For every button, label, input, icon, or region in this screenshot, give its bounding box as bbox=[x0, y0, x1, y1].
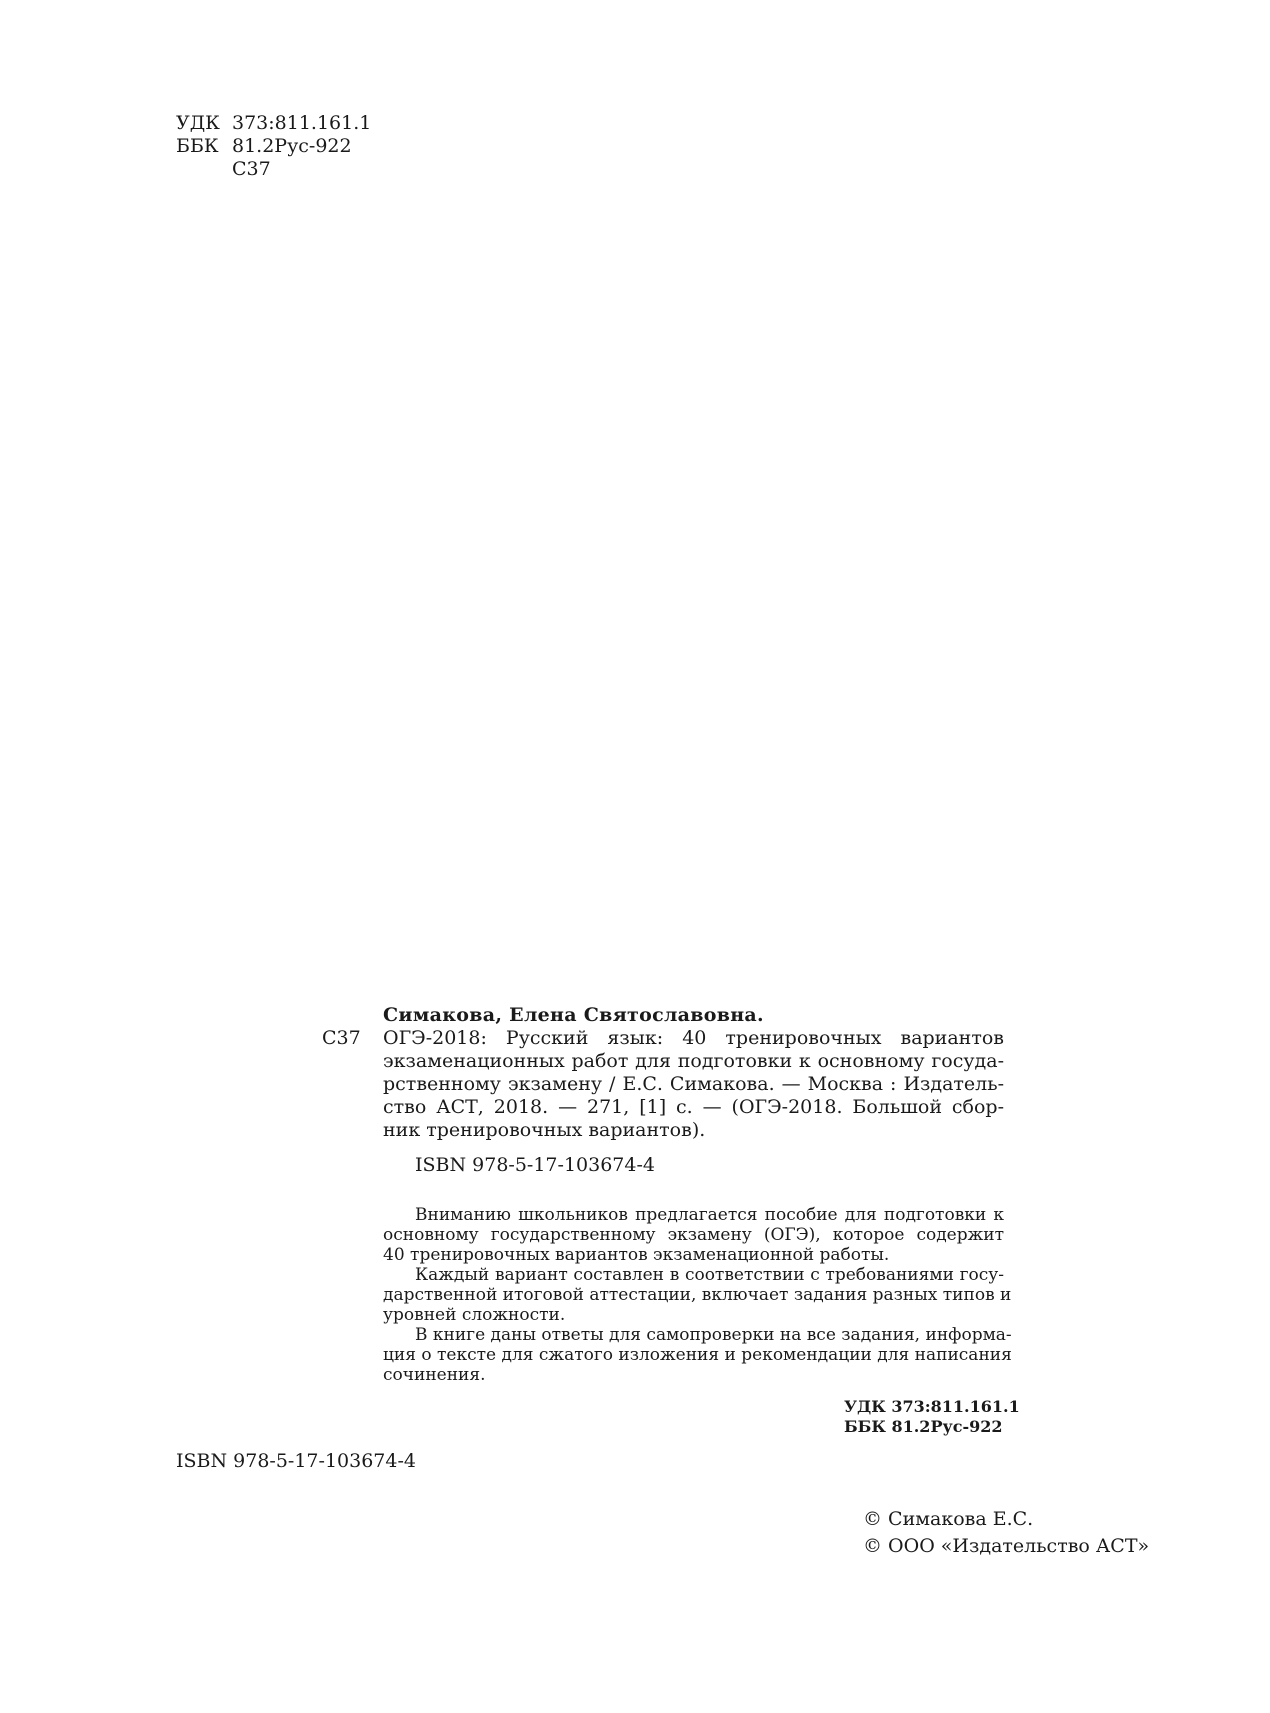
udk-label: УДК bbox=[176, 112, 220, 134]
udk-row bbox=[176, 112, 371, 135]
bbk-label: ББК bbox=[176, 135, 219, 157]
annotation bbox=[383, 1205, 1012, 1385]
author-mark-row bbox=[176, 158, 371, 181]
bbk-value: 81.2Рус-922 bbox=[232, 135, 352, 157]
udk-value: 373:811.161.1 bbox=[232, 112, 372, 134]
annotation-line: дарственной итоговой аттестации, включает задания разных типов и bbox=[383, 1285, 1012, 1305]
catalog-entry-row bbox=[322, 1027, 1004, 1142]
author-mark: С37 bbox=[232, 158, 271, 180]
annotation-line: В книге даны ответы для самопроверки на все задания, информа- bbox=[415, 1325, 1012, 1345]
bbk-row bbox=[176, 135, 371, 158]
annotation-line: уровней сложности. bbox=[383, 1305, 566, 1325]
udk-bottom: УДК 373:811.161.1 bbox=[844, 1397, 1020, 1416]
annotation-line: Каждый вариант составлен в соответствии с требованиями госу- bbox=[415, 1265, 1004, 1285]
annotation-line: ция о тексте для сжатого изложения и рекомендации для написания bbox=[383, 1345, 1012, 1365]
copyright-author: © Симакова Е.С. bbox=[863, 1508, 1034, 1530]
annotation-line: сочинения. bbox=[383, 1365, 486, 1385]
copyright-block bbox=[863, 1506, 1149, 1560]
isbn-bottom: ISBN 978-5-17-103674-4 bbox=[176, 1450, 416, 1472]
annotation-line: основному государственному экзамену (ОГЭ), которое содержит bbox=[383, 1225, 1004, 1245]
catalog-author: Симакова, Елена Святославовна. bbox=[383, 1004, 764, 1026]
catalog-card bbox=[322, 1004, 1004, 1177]
catalog-isbn: ISBN 978-5-17-103674-4 bbox=[415, 1154, 655, 1176]
bbk-bottom: ББК 81.2Рус-922 bbox=[844, 1417, 1003, 1436]
copyright-publisher: © ООО «Издательство АСТ» bbox=[863, 1535, 1150, 1557]
catalog-description-line: ОГЭ-2018: Русский язык: 40 тренировочных вариантов bbox=[383, 1027, 1004, 1049]
catalog-description bbox=[383, 1027, 1004, 1142]
classification-block-top bbox=[176, 112, 371, 181]
classification-block-bottom bbox=[844, 1397, 1020, 1437]
catalog-description-line: ник тренировочных вариантов). bbox=[383, 1119, 706, 1141]
annotation-line: Вниманию школьников предлагается пособие для подготовки к bbox=[415, 1205, 1004, 1225]
catalog-description-line: ство АСТ, 2018. — 271, [1] с. — (ОГЭ-2018. Большой сбор- bbox=[383, 1096, 1004, 1118]
catalog-author-mark: С37 bbox=[322, 1027, 361, 1049]
catalog-description-line: рственному экзамену / Е.С. Симакова. — Москва : Издатель- bbox=[383, 1073, 1004, 1095]
annotation-line: 40 тренировочных вариантов экзаменационной работы. bbox=[383, 1245, 890, 1265]
catalog-description-line: экзаменационных работ для подготовки к основному госуда- bbox=[383, 1050, 1004, 1072]
